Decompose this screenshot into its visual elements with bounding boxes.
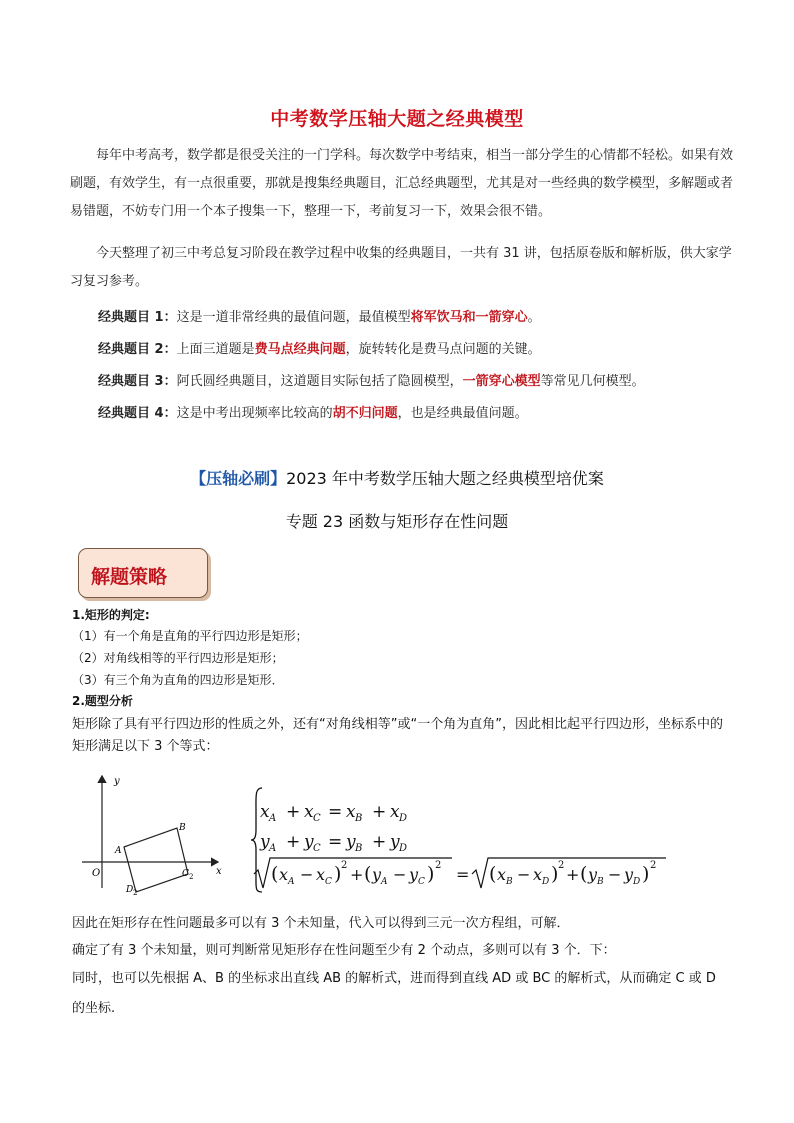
conclusion-line-2: 确定了有 3 个未知量，则可判断常见矩形存在性问题至少有 2 个动点，多则可以有 3 个．下：	[72, 943, 616, 958]
eq3-lp-2: (	[364, 863, 372, 885]
item-label: 经典题目 2：	[98, 342, 177, 357]
classic-item-4	[98, 402, 528, 421]
item-text: 等常见几何模型。	[540, 374, 645, 389]
eq3-l2-a: y	[372, 865, 382, 884]
item-label: 经典题目 3：	[98, 374, 177, 389]
eq3-minus-1: −	[300, 865, 314, 884]
eq2-rhs-2-sub: D	[399, 843, 408, 854]
item-text: 这是中考出现频率比较高的	[176, 406, 333, 421]
eq2-lhs-1-sub: A	[269, 843, 277, 854]
series-bracket: 【压轴必刷】	[190, 469, 287, 488]
item-highlight: 费马点经典问题	[254, 342, 346, 357]
section2-text: 矩形除了具有平行四边形的性质之外，还有“对角线相等”或“一个角为直角”，因此相比起平行四边形，坐标系中的矩形满足以下 3 个等式：	[72, 717, 723, 754]
eq1-lhs-2: x	[304, 802, 314, 822]
series-title-text: 2023 年中考数学压轴大题之经典模型培优案	[286, 469, 604, 488]
eq3-sq-2: 2	[435, 860, 442, 871]
eq2-rhs-2: y	[390, 832, 400, 852]
item-text: ，旋转转化是费马点问题的关键。	[345, 342, 541, 357]
series-title	[0, 466, 794, 489]
classic-item-2	[98, 338, 541, 357]
eq2-equals: =	[328, 832, 343, 852]
eq3-lp-4: (	[580, 863, 588, 885]
eq3-sq-3: 2	[558, 860, 565, 871]
eq3-r2-b: y	[624, 865, 634, 884]
eq3-plus-l: +	[350, 865, 364, 884]
eq3-sq-4: 2	[650, 860, 657, 871]
eq3-minus-4: −	[608, 865, 622, 884]
point-d-label: D	[126, 885, 134, 895]
eq1-plus-2: +	[372, 802, 387, 822]
point-b-label: B	[179, 823, 186, 833]
rectangle-figure	[78, 770, 228, 895]
eq3-r2-a: y	[588, 865, 598, 884]
eq3-rp-1: )	[334, 863, 342, 885]
item-text: 上面三道题是	[176, 342, 255, 357]
item-highlight: 胡不归问题	[332, 406, 398, 421]
x-axis-label: x	[216, 866, 222, 877]
item-highlight: 一箭穿心模型	[462, 374, 541, 389]
eq3-rp-3: )	[551, 863, 559, 885]
eq3-r1-a: x	[497, 865, 507, 884]
y-axis-label: y	[114, 776, 120, 787]
eq2-lhs-2-sub: C	[313, 843, 321, 854]
eq3-l1-a-sub: A	[288, 877, 295, 887]
eq3-l2-b-sub: C	[418, 877, 425, 887]
eq1-plus-1: +	[286, 802, 301, 822]
eq2-plus-2: +	[372, 832, 387, 852]
item-text: ，也是经典最值问题。	[397, 406, 528, 421]
eq1-lhs-2-sub: C	[313, 813, 321, 824]
eq2-rhs-1: y	[346, 832, 356, 852]
eq2-lhs-1: y	[260, 832, 270, 852]
section2-heading: 2.题型分析	[72, 694, 133, 708]
eq1-rhs-2: x	[390, 802, 400, 822]
point-a-label: A	[115, 846, 122, 856]
eq3-r1-b: x	[533, 865, 543, 884]
point-c-label: C	[182, 869, 189, 879]
eq1-lhs-1-sub: A	[269, 813, 277, 824]
section1-line-1: （1）有一个角是直角的平行四边形是矩形；	[72, 629, 308, 643]
eq2-lhs-2: y	[304, 832, 314, 852]
item-text: 阿氏圆经典题目，这道题目实际包括了隐圆模型，	[176, 374, 463, 389]
eq3-lp-1: (	[271, 863, 279, 885]
eq3-l2-a-sub: A	[381, 877, 388, 887]
eq3-minus-2: −	[393, 865, 407, 884]
eq1-rhs-2-sub: D	[399, 813, 408, 824]
eq3-l1-b-sub: C	[325, 877, 332, 887]
eq3-l2-b: y	[409, 865, 419, 884]
item-label: 经典题目 4：	[98, 406, 177, 421]
eq3-rp-2: )	[427, 863, 435, 885]
eq3-r1-a-sub: B	[506, 877, 513, 887]
classic-item-1	[98, 306, 541, 325]
item-text: 这是一道非常经典的最值问题，最值模型	[176, 310, 411, 325]
eq3-plus-r: +	[566, 865, 580, 884]
eq3-lp-3: (	[489, 863, 497, 885]
classic-item-3	[98, 370, 645, 389]
page-title: 中考数学压轴大题之经典模型	[270, 108, 524, 130]
eq3-sq-1: 2	[341, 860, 348, 871]
eq2-plus-1: +	[286, 832, 301, 852]
conclusion-line-1: 因此在矩形存在性问题最多可以有 3 个未知量，代入可以得到三元一次方程组，可解．	[72, 916, 570, 931]
eq1-lhs-1: x	[260, 802, 270, 822]
item-highlight: 将军饮马和一箭穿心	[410, 310, 528, 325]
eq3-r1-b-sub: D	[542, 877, 550, 887]
item-text: 。	[527, 310, 541, 325]
eq2-rhs-1-sub: B	[355, 843, 363, 854]
rectangle-abcd	[124, 828, 188, 892]
badge-label: 解题策略	[91, 566, 168, 588]
strategy-badge	[78, 548, 208, 598]
conclusion-line-3: 同时，也可以先根据 A、B 的坐标求出直线 AB 的解析式，进而得到直线 AD 或 BC 的解析式，从而确定 C 或 D 的坐标.	[72, 971, 716, 1016]
eq3-r2-a-sub: B	[597, 877, 604, 887]
eq1-equals: =	[328, 802, 343, 822]
point-d-subscript: 2	[133, 889, 138, 895]
intro-paragraph-1: 每年中考高考，数学都是很受关注的一门学科。每次数学中考结束，相当一部分学生的心情都不轻松。如果有效刷题，有效学生，有一点很重要，那就是搜集经典题目，汇总经典题型，尤其是对一些经典的数学模型，多解题或者易错题，不妨专门用一个本子搜集一下，整理一下，考前复习一下，效果会很不错。	[70, 148, 734, 219]
section1-line-3: （3）有三个角为直角的四边形是矩形．	[72, 673, 284, 687]
eq3-l1-b: x	[316, 865, 326, 884]
equation-system	[248, 784, 673, 896]
origin-label: O	[92, 868, 101, 879]
section1-line-2: （2）对角线相等的平行四边形是矩形；	[72, 651, 284, 665]
section1-heading: 1.矩形的判定:	[72, 608, 150, 622]
topic-title: 专题 23 函数与矩形存在性问题	[285, 512, 509, 531]
eq3-rp-4: )	[642, 863, 650, 885]
eq3-equals: =	[456, 865, 470, 884]
point-c-subscript: 2	[189, 873, 194, 881]
eq1-rhs-1: x	[346, 802, 356, 822]
eq3-l1-a: x	[279, 865, 289, 884]
eq3-r2-b-sub: D	[633, 877, 641, 887]
eq1-rhs-1-sub: B	[355, 813, 363, 824]
intro-paragraph-2: 今天整理了初三中考总复习阶段在教学过程中收集的经典题目，一共有 31 讲，包括原卷版和解析版，供大家学习复习参考。	[70, 246, 732, 289]
eq3-minus-3: −	[517, 865, 531, 884]
item-label: 经典题目 1：	[98, 310, 177, 325]
